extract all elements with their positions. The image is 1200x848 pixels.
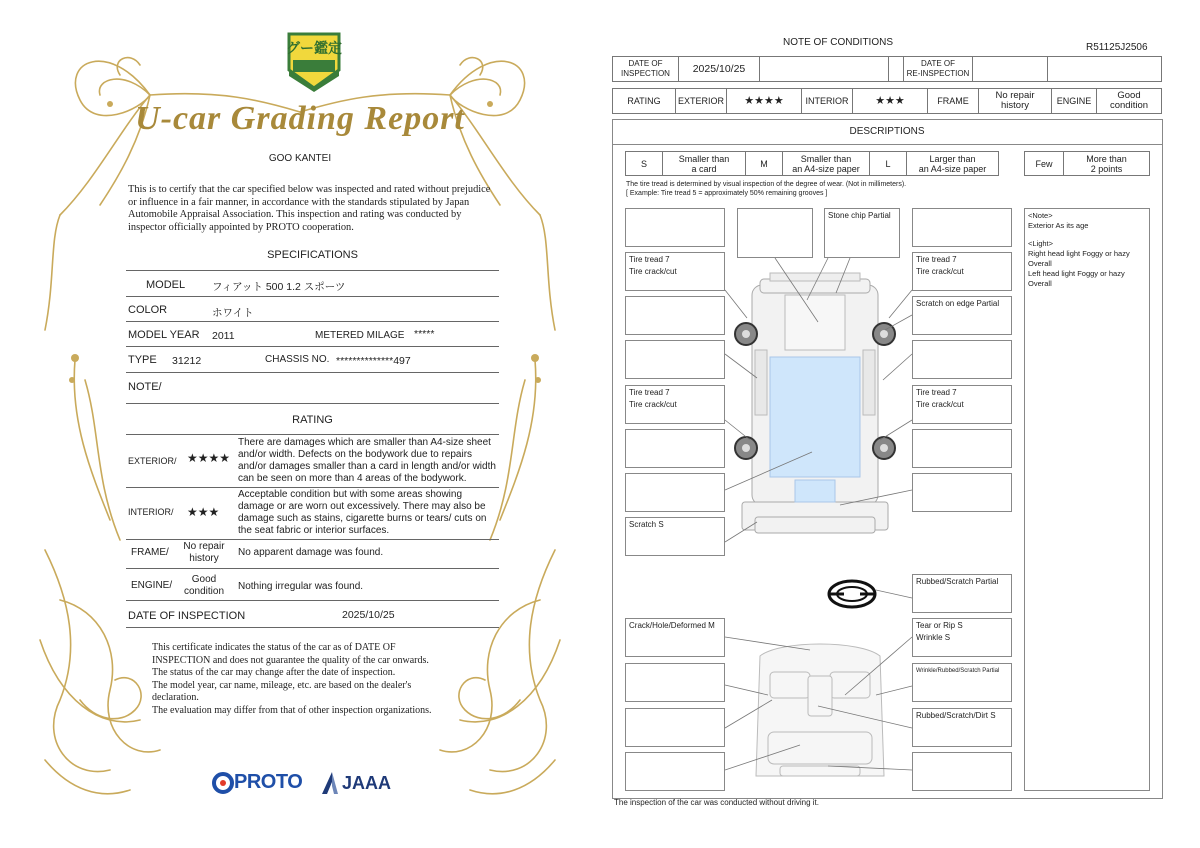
specifications-heading: SPECIFICATIONS bbox=[267, 249, 358, 261]
footer-line: The status of the car may change after the date of inspection. bbox=[152, 667, 396, 678]
certification-statement: This is to certify that the car specified below was inspected and rated without prejudice or influence in a fair manner, in accordance with the standards stipulated by Japan Automobile Appraisal Association. This inspection and rating was conducted by inspector officially appointed by PROTO cooperation. bbox=[128, 184, 491, 233]
callout-box bbox=[625, 208, 725, 247]
jaaa-logo-icon bbox=[318, 770, 340, 796]
engine-value-line: Good bbox=[191, 574, 217, 585]
callout-tire-front-left bbox=[625, 252, 725, 291]
divider bbox=[126, 270, 499, 271]
callout-tear-wrinkle bbox=[912, 618, 1012, 657]
frame-label: FRAME bbox=[928, 89, 979, 114]
engine-label: ENGINE bbox=[1052, 89, 1097, 114]
chassis-label: CHASSIS NO. bbox=[265, 354, 330, 365]
callout-rubbed-scratch-dirt: Rubbed/Scratch/Dirt S bbox=[912, 708, 1012, 747]
note-of-conditions bbox=[600, 0, 1200, 848]
callout-tire-rear-left bbox=[625, 385, 725, 424]
inspection-footer-note: The inspection of the car was conducted without driving it. bbox=[614, 798, 819, 807]
divider bbox=[126, 600, 499, 601]
light-line: Overall bbox=[1028, 259, 1052, 268]
engine-value-line: condition bbox=[1109, 100, 1149, 111]
doi-label-line: DATE OF bbox=[628, 59, 663, 68]
notes-panel bbox=[1024, 208, 1150, 791]
proto-logo bbox=[212, 770, 312, 796]
footer-line: The model year, car name, mileage, etc. are based on the dealer's bbox=[152, 679, 412, 691]
callout-box bbox=[625, 296, 725, 335]
exterior-stars: ★★★★ bbox=[727, 89, 802, 114]
light-line: Right head light Foggy or hazy bbox=[1028, 249, 1130, 258]
footer-line: declaration. bbox=[152, 692, 199, 703]
legend-s: S bbox=[626, 152, 663, 176]
callout-line: Wrinkle S bbox=[916, 633, 951, 642]
callout-box bbox=[912, 208, 1012, 247]
descriptions-heading: DESCRIPTIONS bbox=[849, 126, 925, 137]
legend-desc-line: an A4-size paper bbox=[918, 163, 987, 174]
engine-value-line: condition bbox=[183, 586, 225, 597]
callout-rubbed-scratch-partial: Rubbed/Scratch Partial bbox=[912, 574, 1012, 613]
reinspection-label-line: DATE OF bbox=[920, 59, 956, 68]
legend-desc-line: Smaller than bbox=[800, 153, 852, 164]
callout-wrinkle-rubbed: Wrinkle/Rubbed/Scratch Partial bbox=[912, 663, 1012, 702]
rating-label: RATING bbox=[613, 89, 676, 114]
exterior-description: There are damages which are smaller than A4-size sheet and/or width. Defects on the bodywork due to repairs and/or damages smaller than a card in length and/or width can be seen on more than 4 areas of the bodywork. bbox=[238, 437, 496, 484]
legend-desc-line: a card bbox=[691, 163, 717, 174]
callout-line: Tire crack/cut bbox=[916, 267, 964, 276]
model-label: MODEL bbox=[146, 279, 186, 291]
chassis-value: **************497 bbox=[336, 355, 411, 367]
callout-box bbox=[625, 708, 725, 747]
callout-tire-rear-right bbox=[912, 385, 1012, 424]
goo-kantei-badge-icon bbox=[285, 30, 343, 92]
callout-line: Tire tread 7 bbox=[916, 255, 957, 264]
jaaa-logo-text: JAAA bbox=[342, 773, 392, 793]
legend-desc-line: an A4-size paper bbox=[792, 163, 860, 174]
reinspection-label-line: RE-INSPECTION bbox=[906, 69, 970, 78]
interior-label: INTERIOR/ bbox=[128, 507, 174, 517]
color-value: ホワイト bbox=[212, 307, 254, 319]
type-label: TYPE bbox=[128, 354, 157, 366]
conditions-heading: NOTE OF CONDITIONS bbox=[783, 37, 893, 48]
callout-line: Tire crack/cut bbox=[916, 400, 964, 409]
callout-box bbox=[625, 473, 725, 512]
certificate-footer bbox=[152, 642, 482, 717]
callout-line: Tire crack/cut bbox=[629, 400, 677, 409]
report-id: R51125J2506 bbox=[1086, 42, 1148, 53]
report-title: U-car Grading Report bbox=[135, 100, 465, 137]
model-year-label: MODEL YEAR bbox=[128, 329, 200, 341]
divider bbox=[126, 487, 499, 488]
light-title: <Light> bbox=[1028, 239, 1054, 248]
mileage-value: ***** bbox=[414, 328, 435, 340]
callout-line: Tire tread 7 bbox=[629, 388, 670, 397]
legend-m: M bbox=[746, 152, 783, 176]
callout-box bbox=[625, 429, 725, 468]
proto-logo-text: PROTO bbox=[234, 771, 303, 793]
callout-box bbox=[625, 340, 725, 379]
model-year-value: 2011 bbox=[212, 330, 235, 342]
interior-description: Acceptable condition but with some areas showing damage or are worn out excessively. There may also be damage such as stains, cigarette burns or tears/ cuts on the seat fabric or interior surfaces. bbox=[238, 489, 487, 536]
jaaa-logo bbox=[318, 770, 398, 796]
rating-heading: RATING bbox=[292, 414, 333, 426]
mileage-label: METERED MILAGE bbox=[315, 330, 405, 341]
divider bbox=[126, 321, 499, 322]
proto-logo-icon bbox=[212, 772, 234, 794]
divider bbox=[126, 296, 499, 297]
exterior-label: EXTERIOR/ bbox=[128, 456, 177, 466]
frame-value-line: No repair bbox=[995, 90, 1035, 101]
type-value: 31212 bbox=[172, 355, 202, 367]
note-title: <Note> bbox=[1028, 211, 1053, 220]
light-line: Overall bbox=[1028, 279, 1052, 288]
divider bbox=[126, 568, 499, 569]
interior-stars: ★★★ bbox=[187, 505, 220, 519]
footer-line: The evaluation may differ from that of other inspection organizations. bbox=[152, 704, 432, 716]
exterior-stars: ★★★★ bbox=[187, 451, 231, 465]
divider bbox=[126, 372, 499, 373]
interior-label: INTERIOR bbox=[802, 89, 853, 114]
badge-text: グー鑑定 bbox=[286, 40, 342, 56]
frame-value-line: history bbox=[1001, 100, 1029, 111]
date-of-inspection-value: 2025/10/25 bbox=[342, 609, 395, 621]
engine-description: Nothing irregular was found. bbox=[238, 581, 364, 592]
callout-box bbox=[625, 752, 725, 791]
engine-value bbox=[176, 574, 232, 598]
callout-line: Tire tread 7 bbox=[916, 388, 957, 397]
callout-crack-hole: Crack/Hole/Deformed M bbox=[625, 618, 725, 657]
doi-value: 2025/10/25 bbox=[679, 57, 760, 82]
frame-value-line: No repair bbox=[183, 541, 225, 552]
frame-description: No apparent damage was found. bbox=[238, 547, 384, 558]
report-subtitle: GOO KANTEI bbox=[268, 153, 332, 164]
legend-desc-line: More than bbox=[1086, 153, 1127, 164]
interior-stars: ★★★ bbox=[853, 89, 928, 114]
legend-desc-line: Larger than bbox=[929, 153, 976, 164]
footer-line: INSPECTION and does not guarantee the quality of the car onwards. bbox=[152, 654, 429, 666]
note-line: Exterior As its age bbox=[1028, 221, 1089, 230]
legend-desc-line: Smaller than bbox=[678, 153, 730, 164]
legend-few: Few bbox=[1025, 152, 1064, 176]
divider bbox=[126, 434, 499, 435]
divider bbox=[126, 627, 499, 628]
callout-scratch-on-edge: Scratch on edge Partial bbox=[912, 296, 1012, 335]
callout-line: Tire crack/cut bbox=[629, 267, 677, 276]
callout-box bbox=[737, 208, 813, 258]
note-label: NOTE/ bbox=[128, 381, 162, 393]
legend-l: L bbox=[870, 152, 907, 176]
frame-value-line: history bbox=[189, 553, 219, 564]
light-line: Left head light Foggy or hazy bbox=[1028, 269, 1125, 278]
callout-box bbox=[912, 340, 1012, 379]
exterior-label: EXTERIOR bbox=[676, 89, 727, 114]
frame-value bbox=[176, 541, 232, 565]
tread-note-line: [ Example: Tire tread 5 = approximately 50% remaining grooves ] bbox=[626, 190, 828, 197]
divider bbox=[126, 539, 499, 540]
model-value: フィアット 500 1.2 スポーツ bbox=[212, 281, 346, 293]
divider bbox=[126, 346, 499, 347]
callout-box bbox=[912, 752, 1012, 791]
tread-note-line: The tire tread is determined by visual inspection of the degree of wear. (Not in millimeters). bbox=[626, 181, 907, 188]
engine-label: ENGINE/ bbox=[131, 580, 173, 591]
callout-tire-front-right bbox=[912, 252, 1012, 291]
callout-line: Tear or Rip S bbox=[916, 621, 963, 630]
date-of-inspection-label: DATE OF INSPECTION bbox=[128, 610, 246, 622]
callout-box bbox=[912, 473, 1012, 512]
footer-line: This certificate indicates the status of the car as of DATE OF bbox=[152, 642, 396, 653]
spacer bbox=[1028, 231, 1146, 239]
legend-desc-line: 2 points bbox=[1090, 163, 1123, 174]
callout-box bbox=[912, 429, 1012, 468]
color-label: COLOR bbox=[128, 304, 168, 316]
callout-line: Tire tread 7 bbox=[629, 255, 670, 264]
callout-scratch-s: Scratch S bbox=[625, 517, 725, 556]
doi-label-line: INSPECTION bbox=[621, 69, 670, 78]
callout-box bbox=[625, 663, 725, 702]
callout-stone-chip: Stone chip Partial bbox=[824, 208, 900, 258]
engine-value-line: Good bbox=[1117, 90, 1141, 101]
frame-label: FRAME/ bbox=[131, 547, 169, 558]
divider bbox=[126, 403, 499, 404]
